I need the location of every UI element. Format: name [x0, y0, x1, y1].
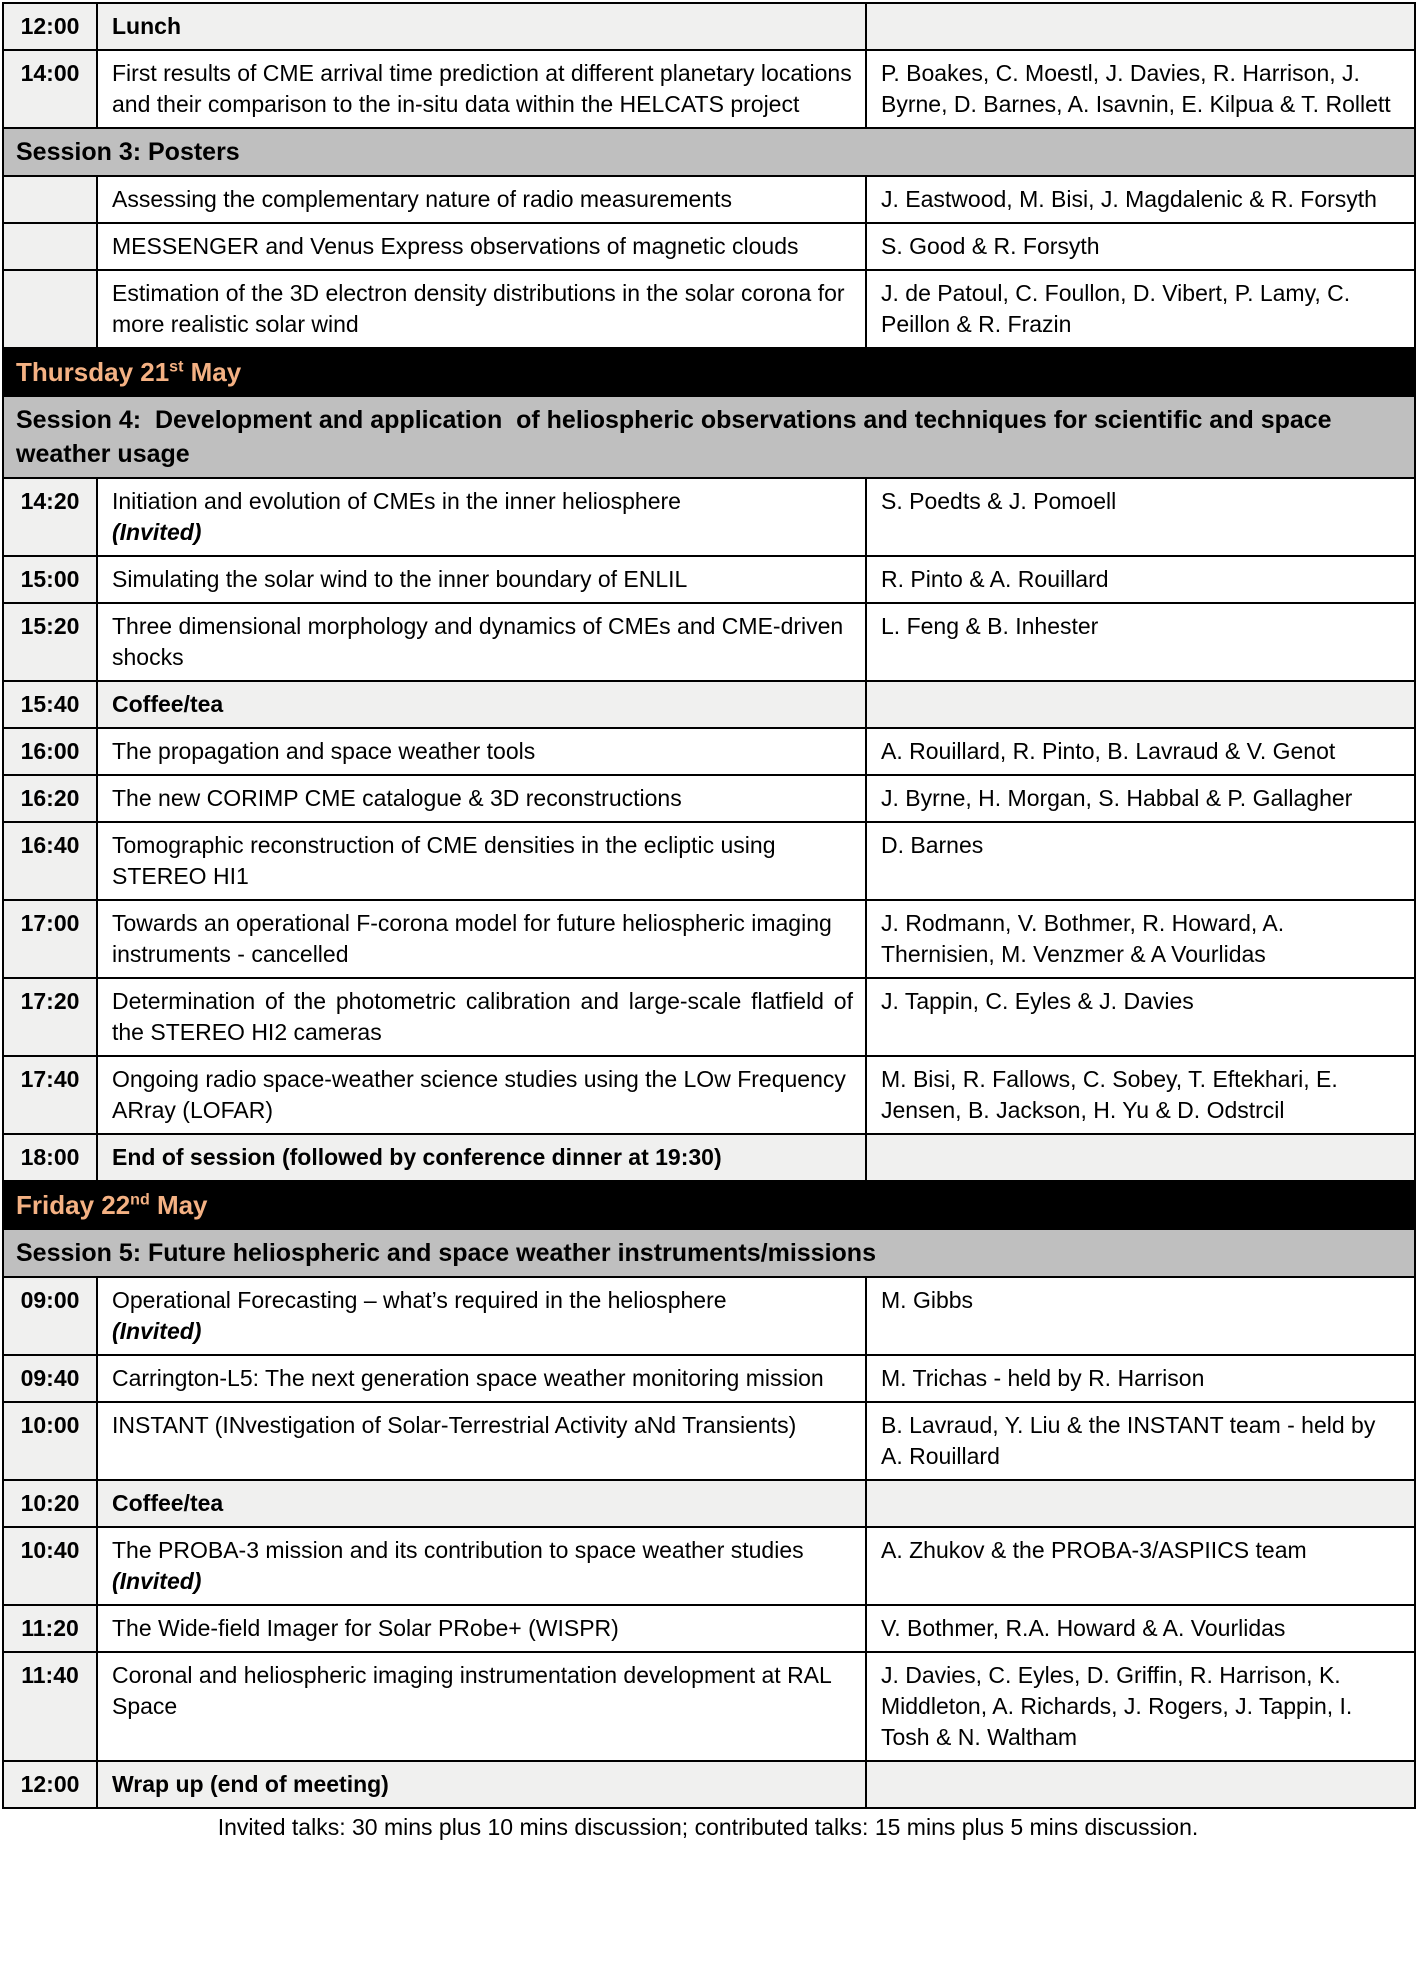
authors-cell: L. Feng & B. Inhester	[866, 603, 1415, 681]
talk-row	[3, 176, 1415, 223]
time-cell: 11:40	[3, 1652, 97, 1761]
authors-cell: J. Rodmann, V. Bothmer, R. Howard, A. Thernisien, M. Venzmer & A Vourlidas	[866, 900, 1415, 978]
authors-cell: A. Rouillard, R. Pinto, B. Lavraud & V. Genot	[866, 728, 1415, 775]
authors-cell: M. Trichas - held by R. Harrison	[866, 1355, 1415, 1402]
talk-row	[3, 1527, 1415, 1605]
day-header-cell: Thursday 21st May	[3, 348, 1415, 396]
time-cell: 09:40	[3, 1355, 97, 1402]
talk-title-cell: End of session (followed by conference dinner at 19:30)	[97, 1134, 866, 1181]
talk-title-cell: Wrap up (end of meeting)	[97, 1761, 866, 1808]
talk-title-cell: Assessing the complementary nature of radio measurements	[97, 176, 866, 223]
talk-title-cell: Carrington-L5: The next generation space weather monitoring mission	[97, 1355, 866, 1402]
time-cell: 18:00	[3, 1134, 97, 1181]
break-row	[3, 3, 1415, 50]
authors-cell: B. Lavraud, Y. Liu & the INSTANT team - held by A. Rouillard	[866, 1402, 1415, 1480]
time-cell: 16:40	[3, 822, 97, 900]
authors-cell	[866, 1480, 1415, 1527]
authors-cell: J. Eastwood, M. Bisi, J. Magdalenic & R. Forsyth	[866, 176, 1415, 223]
break-row	[3, 681, 1415, 728]
talk-row	[3, 775, 1415, 822]
talk-row	[3, 1355, 1415, 1402]
time-cell: 17:20	[3, 978, 97, 1056]
session-header-cell: Session 3: Posters	[3, 128, 1415, 176]
day-ordinal-superscript: nd	[130, 1191, 150, 1209]
talk-row	[3, 50, 1415, 128]
time-cell: 17:00	[3, 900, 97, 978]
time-cell: 12:00	[3, 3, 97, 50]
talk-row	[3, 900, 1415, 978]
time-cell: 16:00	[3, 728, 97, 775]
authors-cell: A. Zhukov & the PROBA-3/ASPIICS team	[866, 1527, 1415, 1605]
talk-title-cell: Coronal and heliospheric imaging instrumentation development at RAL Space	[97, 1652, 866, 1761]
talk-title-cell: The PROBA-3 mission and its contribution to space weather studies (Invited)	[97, 1527, 866, 1605]
break-row	[3, 1761, 1415, 1808]
talk-title-cell: Ongoing radio space-weather science studies using the LOw Frequency ARray (LOFAR)	[97, 1056, 866, 1134]
session-header-cell: Session 4: Development and application of heliospheric observations and techniques for scientific and space weather usage	[3, 396, 1415, 478]
day-header-row	[3, 348, 1415, 396]
time-cell: 15:00	[3, 556, 97, 603]
talk-title-cell: Coffee/tea	[97, 1480, 866, 1527]
authors-cell: J. Davies, C. Eyles, D. Griffin, R. Harrison, K. Middleton, A. Richards, J. Rogers, J. Tappin, I. Tosh & N. Waltham	[866, 1652, 1415, 1761]
talk-row	[3, 978, 1415, 1056]
talk-title-cell: The new CORIMP CME catalogue & 3D reconstructions	[97, 775, 866, 822]
authors-cell: J. de Patoul, C. Foullon, D. Vibert, P. Lamy, C. Peillon & R. Frazin	[866, 270, 1415, 348]
authors-cell: M. Bisi, R. Fallows, C. Sobey, T. Eftekhari, E. Jensen, B. Jackson, H. Yu & D. Odstrcil	[866, 1056, 1415, 1134]
authors-cell: R. Pinto & A. Rouillard	[866, 556, 1415, 603]
time-cell	[3, 176, 97, 223]
day-ordinal-superscript: st	[169, 358, 184, 376]
talk-title-cell: Operational Forecasting – what’s required in the heliosphere (Invited)	[97, 1277, 866, 1355]
talk-row	[3, 223, 1415, 270]
talk-title-cell: Tomographic reconstruction of CME densities in the ecliptic using STEREO HI1	[97, 822, 866, 900]
talk-row	[3, 603, 1415, 681]
schedule-table	[2, 2, 1416, 1809]
time-cell: 10:20	[3, 1480, 97, 1527]
talk-title-cell: Initiation and evolution of CMEs in the inner heliosphere (Invited)	[97, 478, 866, 556]
time-cell: 15:40	[3, 681, 97, 728]
time-cell: 14:00	[3, 50, 97, 128]
talk-row	[3, 1056, 1415, 1134]
talk-row	[3, 1605, 1415, 1652]
session-header-cell: Session 5: Future heliospheric and space weather instruments/missions	[3, 1229, 1415, 1277]
talk-row	[3, 1277, 1415, 1355]
talk-title-cell: Estimation of the 3D electron density distributions in the solar corona for more realistic solar wind	[97, 270, 866, 348]
invited-flag: (Invited)	[112, 1568, 202, 1594]
day-header-row	[3, 1181, 1415, 1229]
authors-cell: S. Good & R. Forsyth	[866, 223, 1415, 270]
authors-cell	[866, 1134, 1415, 1181]
time-cell: 10:00	[3, 1402, 97, 1480]
authors-cell: D. Barnes	[866, 822, 1415, 900]
time-cell: 15:20	[3, 603, 97, 681]
break-row	[3, 1134, 1415, 1181]
talk-row	[3, 556, 1415, 603]
talk-title-cell: MESSENGER and Venus Express observations of magnetic clouds	[97, 223, 866, 270]
talk-row	[3, 822, 1415, 900]
time-cell: 16:20	[3, 775, 97, 822]
time-cell: 17:40	[3, 1056, 97, 1134]
session-header-row	[3, 396, 1415, 478]
break-row	[3, 1480, 1415, 1527]
talk-row	[3, 1652, 1415, 1761]
talk-title-cell: Determination of the photometric calibration and large-scale flatfield of the STEREO HI2 cameras	[97, 978, 866, 1056]
session-header-row	[3, 128, 1415, 176]
talk-row	[3, 478, 1415, 556]
talk-title-cell: The Wide-field Imager for Solar PRobe+ (WISPR)	[97, 1605, 866, 1652]
time-cell: 12:00	[3, 1761, 97, 1808]
talk-title-cell: Three dimensional morphology and dynamics of CMEs and CME-driven shocks	[97, 603, 866, 681]
time-cell	[3, 223, 97, 270]
talk-title-cell: Simulating the solar wind to the inner boundary of ENLIL	[97, 556, 866, 603]
talk-title-cell: Coffee/tea	[97, 681, 866, 728]
authors-cell: M. Gibbs	[866, 1277, 1415, 1355]
talk-row	[3, 270, 1415, 348]
authors-cell: J. Byrne, H. Morgan, S. Habbal & P. Gallagher	[866, 775, 1415, 822]
invited-flag: (Invited)	[112, 519, 202, 545]
time-cell: 09:00	[3, 1277, 97, 1355]
talk-row	[3, 728, 1415, 775]
talk-title-cell: The propagation and space weather tools	[97, 728, 866, 775]
session-header-row	[3, 1229, 1415, 1277]
authors-cell: V. Bothmer, R.A. Howard & A. Vourlidas	[866, 1605, 1415, 1652]
authors-cell	[866, 3, 1415, 50]
authors-cell: S. Poedts & J. Pomoell	[866, 478, 1415, 556]
talk-title-cell: Lunch	[97, 3, 866, 50]
time-cell: 14:20	[3, 478, 97, 556]
time-cell	[3, 270, 97, 348]
footer-note: Invited talks: 30 mins plus 10 mins discussion; contributed talks: 15 mins plus 5 mins discussion.	[217, 1814, 1199, 1840]
authors-cell: J. Tappin, C. Eyles & J. Davies	[866, 978, 1415, 1056]
time-cell: 11:20	[3, 1605, 97, 1652]
talk-title-cell: Towards an operational F-corona model for future heliospheric imaging instruments - cancelled	[97, 900, 866, 978]
talk-title-cell: INSTANT (INvestigation of Solar-Terrestrial Activity aNd Transients)	[97, 1402, 866, 1480]
authors-cell	[866, 1761, 1415, 1808]
invited-flag: (Invited)	[112, 1318, 202, 1344]
authors-cell	[866, 681, 1415, 728]
talk-row	[3, 1402, 1415, 1480]
talk-title-cell: First results of CME arrival time prediction at different planetary locations and their comparison to the in-situ data within the HELCATS project	[97, 50, 866, 128]
day-header-cell: Friday 22nd May	[3, 1181, 1415, 1229]
time-cell: 10:40	[3, 1527, 97, 1605]
authors-cell: P. Boakes, C. Moestl, J. Davies, R. Harrison, J. Byrne, D. Barnes, A. Isavnin, E. Kilpua & T. Rollett	[866, 50, 1415, 128]
